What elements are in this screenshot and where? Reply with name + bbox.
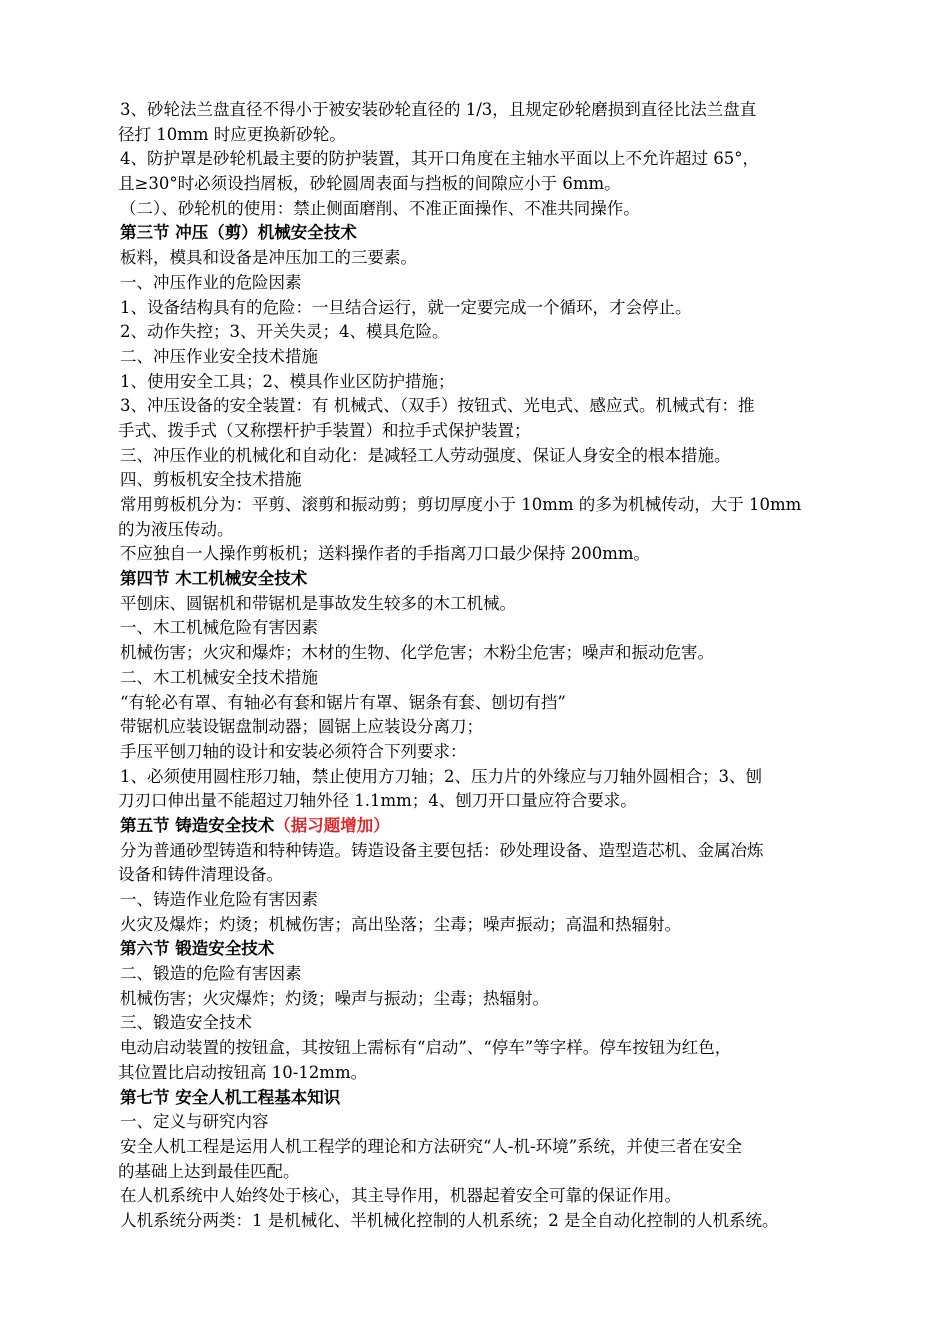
section-heading: 第六节 锻造安全技术 <box>120 939 275 959</box>
subheading: 二、木工机械安全技术措施 <box>120 667 318 687</box>
paragraph-line: 3、砂轮法兰盘直径不得小于被安装砂轮直径的 1/3，且规定砂轮磨损到直径比法兰盘直 <box>120 100 757 119</box>
subheading: 二、冲压作业安全技术措施 <box>120 346 318 366</box>
paragraph-line: 电动启动装置的按钮盒，其按钮上需标有“启动”、“停车”等字样。停车按钮为红色， <box>120 1038 732 1058</box>
section-heading: 第三节 冲压（剪）机械安全技术 <box>120 223 357 243</box>
document-page <box>120 98 872 1234</box>
subheading: 一、定义与研究内容 <box>120 1112 269 1132</box>
section-heading-text: 第五节 铸造安全技术 <box>120 815 275 835</box>
paragraph-line: 3、冲压设备的安全装置：有 机械式、（双手）按钮式、光电式、感应式。机械式有：推 <box>120 396 755 416</box>
paragraph-line: 机械伤害；火灾爆炸；灼烫；噪声与振动；尘毒；热辐射。 <box>120 988 549 1008</box>
subheading: 二、锻造的危险有害因素 <box>120 964 302 984</box>
paragraph-line: 安全人机工程是运用人机工程学的理论和方法研究“人-机-环境”系统，并使三者在安全 <box>120 1136 743 1156</box>
paragraph-line: 在人机系统中人始终处于核心，其主导作用，机器起着安全可靠的保证作用。 <box>120 1186 681 1206</box>
subheading: 一、冲压作业的危险因素 <box>120 272 302 292</box>
paragraph-line: 1、使用安全工具；2、模具作业区防护措施； <box>120 371 455 391</box>
paragraph-line: 径打 10mm 时应更换新砂轮。 <box>118 124 346 144</box>
paragraph-line: “有轮必有罩、有轴必有套和锯片有罩、锯条有套、刨切有挡” <box>120 692 566 712</box>
section-heading: 第七节 安全人机工程基本知识 <box>120 1087 341 1107</box>
subheading: 三、锻造安全技术 <box>120 1013 252 1033</box>
section-heading: 第四节 木工机械安全技术 <box>120 569 308 589</box>
paragraph-line: 三、冲压作业的机械化和自动化：是减轻工人劳动强度、保证人身安全的根本措施。 <box>120 445 731 465</box>
paragraph-line: 板料，模具和设备是冲压加工的三要素。 <box>120 248 417 268</box>
paragraph-line: 手式、拨手式（又称摆杆护手装置）和拉手式保护装置； <box>118 420 531 440</box>
subheading: 四、剪板机安全技术措施 <box>120 470 302 490</box>
paragraph-line: 的为液压传动。 <box>118 519 234 539</box>
section-heading <box>120 814 872 839</box>
paragraph-line: 设备和铸件清理设备。 <box>118 865 283 885</box>
paragraph-line: 刀刃口伸出量不能超过刀轴外径 1.1mm；4、刨刀开口量应符合要求。 <box>118 791 637 811</box>
paragraph-line: 平刨床、圆锯机和带锯机是事故发生较多的木工机械。 <box>120 593 516 613</box>
paragraph-line: 不应独自一人操作剪板机；送料操作者的手指离刀口最少保持 200mm。 <box>120 544 651 564</box>
paragraph-line: 常用剪板机分为：平剪、滚剪和振动剪；剪切厚度小于 10mm 的多为机械传动，大于 10mm <box>120 495 802 514</box>
paragraph-line: 分为普通砂型铸造和特种铸造。铸造设备主要包括：砂处理设备、造型造芯机、金属冶炼 <box>120 840 764 860</box>
paragraph-line: 机械伤害；火灾和爆炸；木材的生物、化学危害；木粉尘危害；噪声和振动危害。 <box>120 643 714 663</box>
subheading: 一、铸造作业危险有害因素 <box>120 890 318 909</box>
paragraph-line: 的基础上达到最佳匹配。 <box>118 1161 300 1181</box>
paragraph-line: （二）、砂轮机的使用：禁止侧面磨削、不准正面操作、不准共同操作。 <box>120 198 640 218</box>
paragraph-line: 其位置比启动按钮高 10-12mm。 <box>118 1062 368 1082</box>
paragraph-line: 带锯机应装设锯盘制动器；圆锯上应装设分离刀； <box>120 717 483 737</box>
paragraph-line: 2、动作失控；3、开关失灵；4、模具危险。 <box>120 322 449 342</box>
added-note: （据习题增加） <box>274 815 390 835</box>
paragraph-line: 1、必须使用圆柱形刀轴，禁止使用方刀轴；2、压力片的外缘应与刀轴外圆相合；3、刨 <box>120 766 762 786</box>
paragraph-line: 手压平刨刀轴的设计和安装必须符合下列要求： <box>120 741 467 761</box>
paragraph-line: 4、防护罩是砂轮机最主要的防护装置，其开口角度在主轴水平面以上不允许超过 65°， <box>120 149 759 169</box>
paragraph-line: 且≥30°时必须设挡屑板，砂轮圆周表面与挡板的间隙应小于 6mm。 <box>118 174 621 194</box>
paragraph-line: 1、设备结构具有的危险：一旦结合运行，就一定要完成一个循环，才会停止。 <box>120 297 692 317</box>
paragraph-line: 火灾及爆炸；灼烫；机械伤害；高出坠落；尘毒；噪声振动；高温和热辐射。 <box>120 914 681 934</box>
subheading: 一、木工机械危险有害因素 <box>120 618 318 638</box>
paragraph-line: 人机系统分两类：1 是机械化、半机械化控制的人机系统；2 是全自动化控制的人机系统。 <box>120 1210 779 1230</box>
